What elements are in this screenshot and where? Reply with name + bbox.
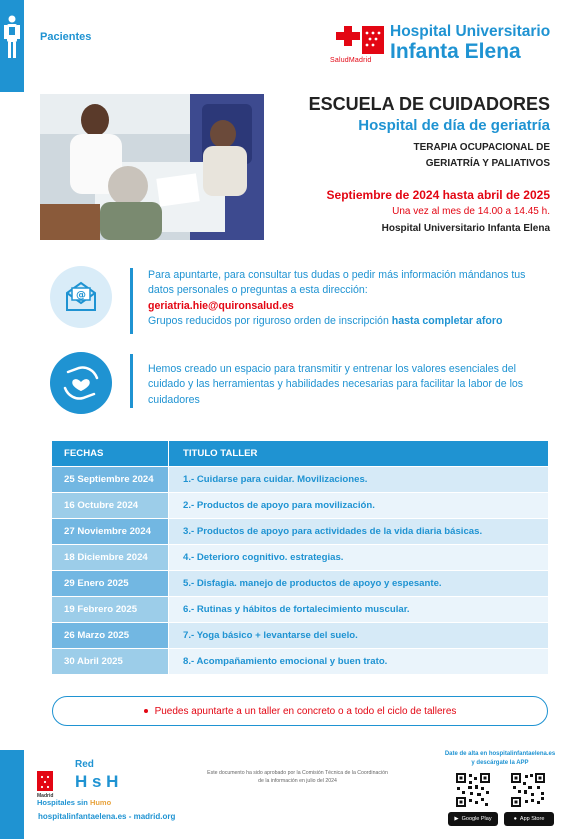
caregivers-photo	[40, 94, 264, 240]
approval-line1: Este documento ha sido aprobado por la Comisión Técnica de la Coordinación	[207, 770, 388, 776]
row-title: 6.- Rutinas y hábitos de fortalecimiento muscular.	[168, 597, 548, 623]
qr-code-icon[interactable]	[510, 772, 546, 808]
patient-icon	[3, 14, 21, 60]
approval-line2: de la información en julio del 2024	[258, 777, 337, 784]
smoke-free-logo	[37, 757, 157, 807]
groups-text: Grupos reducidos por riguroso orden de inscripción	[148, 315, 392, 328]
app-line2: y descárgate la APP	[471, 760, 529, 766]
groups-bold: hasta completar aforo	[391, 315, 503, 328]
contact-divider	[130, 268, 133, 334]
title-block	[250, 94, 550, 234]
table-row	[52, 493, 548, 519]
apple-icon: ●	[513, 816, 517, 822]
row-date: 16 Octubre 2024	[52, 493, 168, 519]
mission-text: Hemos creado un espacio para transmitir y entrenar los valores esenciales del cuidado y las herramientas y habilidades necesarias para facilitar la labor de los cuidadores	[148, 363, 524, 406]
app-download-text	[430, 750, 570, 768]
salud-madrid-logo-icon	[334, 24, 386, 58]
red-label: Red	[75, 759, 94, 770]
row-date: 19 Febrero 2025	[52, 597, 168, 623]
play-icon: ▶	[454, 816, 459, 822]
row-title: 4.- Deterioro cognitivo. estrategias.	[168, 545, 548, 571]
caring-hands-icon	[50, 352, 112, 414]
hospital-name-line1: Hospital Universitario	[390, 23, 551, 40]
date-range: Septiembre de 2024 hasta abril de 2025	[326, 188, 550, 202]
hsh-label: H s H	[75, 772, 119, 791]
hospital-name	[390, 24, 550, 62]
page-title: ESCUELA DE CUIDADORES	[308, 94, 550, 114]
google-play-label: Google Play	[461, 816, 492, 822]
approval-note	[190, 770, 405, 786]
bullet-icon	[144, 709, 148, 713]
signup-note-text: Puedes apuntarte a un taller en concreto o a todo el ciclo de talleres	[154, 705, 457, 717]
table-header	[52, 441, 548, 466]
svg-text:@: @	[76, 290, 86, 301]
row-title: 8.- Acompañamiento emocional y buen trato.	[168, 649, 548, 675]
table-row	[52, 623, 548, 649]
page-subtitle: Hospital de día de geriatría	[358, 117, 550, 134]
signup-note	[52, 696, 548, 726]
footer-url[interactable]: hospitalinfantaelena.es - madrid.org	[38, 812, 176, 821]
row-date: 30 Abril 2025	[52, 649, 168, 675]
workshop-table	[52, 441, 548, 675]
side-bar-top	[0, 0, 24, 92]
madrid-label: Madrid	[37, 793, 54, 799]
table-row	[52, 467, 548, 493]
contact-email[interactable]: geriatria.hie@quironsalud.es	[148, 299, 294, 312]
contact-intro: Para apuntarte, para consultar tus dudas o pedir más información mándanos tus datos personales o preguntas a esta dirección:	[148, 269, 526, 297]
table-row	[52, 649, 548, 675]
app-line1: Date de alta en hospitalinfantaelena.es	[444, 751, 556, 757]
salud-madrid-label: SaludMadrid	[330, 57, 372, 64]
email-icon	[50, 266, 112, 328]
mission-divider	[130, 354, 133, 408]
table-row	[52, 519, 548, 545]
side-bar-bottom	[0, 750, 24, 839]
qr-code-icon[interactable]	[455, 772, 491, 808]
app-store-label: App Store	[519, 816, 545, 822]
hospitales-label: Hospitales sin	[37, 798, 90, 807]
row-title: 7.- Yoga básico + levantarse del suelo.	[168, 623, 548, 649]
table-row	[52, 597, 548, 623]
section-label: Pacientes	[40, 31, 92, 43]
row-date: 26 Marzo 2025	[52, 623, 168, 649]
hospital-name-line2: Infanta Elena	[390, 39, 521, 63]
table-row	[52, 545, 548, 571]
schedule-text: Una vez al mes de 14.00 a 14.45 h.	[392, 206, 550, 217]
google-play-button[interactable]	[448, 812, 498, 826]
program-name	[250, 140, 550, 172]
row-title: 5.- Disfagia. manejo de productos de apoyo y espesante.	[168, 571, 548, 597]
header-title: TITULO TALLER	[168, 441, 548, 466]
row-date: 29 Enero 2025	[52, 571, 168, 597]
row-date: 25 Septiembre 2024	[52, 467, 168, 493]
hospital-line: Hospital Universitario Infanta Elena	[381, 223, 550, 234]
row-date: 18 Diciembre 2024	[52, 545, 168, 571]
program-name-line1: TERAPIA OCUPACIONAL DE	[413, 142, 550, 153]
row-date: 27 Noviembre 2024	[52, 519, 168, 545]
row-title: 2.- Productos de apoyo para movilización.	[168, 493, 548, 519]
hospital-logo	[330, 20, 575, 64]
svg-text:Hospitales sin Humo	[37, 798, 112, 807]
program-name-line2: GERIATRÍA Y PALIATIVOS	[425, 158, 550, 169]
header-dates: FECHAS	[64, 448, 104, 459]
row-title: 3.- Productos de apoyo para actividades de la vida diaria básicas.	[168, 519, 548, 545]
row-title: 1.- Cuidarse para cuidar. Movilizaciones.	[168, 467, 548, 493]
app-store-button[interactable]	[504, 812, 554, 826]
humo-label: Humo	[89, 798, 112, 807]
contact-text	[148, 268, 553, 329]
table-row	[52, 571, 548, 597]
